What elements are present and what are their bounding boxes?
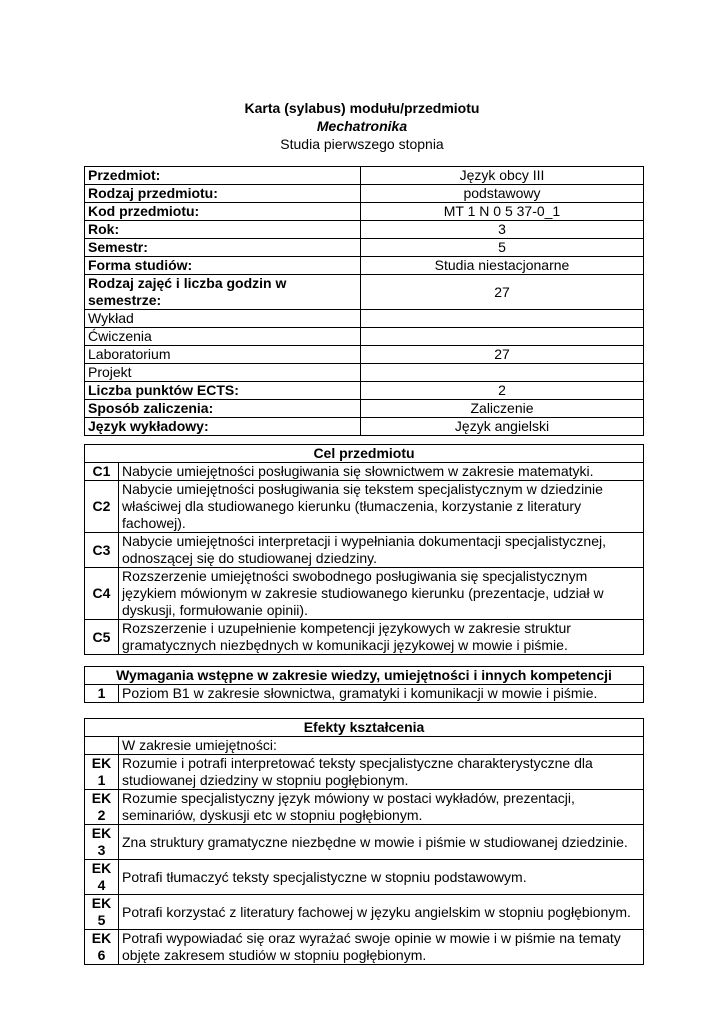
info-label: Przedmiot: — [85, 167, 361, 185]
table-row — [85, 930, 644, 965]
table-row — [85, 568, 644, 620]
info-value: 27 — [361, 346, 644, 364]
row-code: C5 — [85, 620, 119, 655]
row-code: EK 6 — [85, 930, 119, 965]
prerequisites-table — [84, 666, 644, 703]
table-row — [85, 790, 644, 825]
info-label: Projekt — [85, 364, 361, 382]
info-label: Rodzaj przedmiotu: — [85, 185, 361, 203]
info-value — [361, 364, 644, 382]
row-code: C3 — [85, 533, 119, 568]
info-value — [361, 328, 644, 346]
row-code: EK 2 — [85, 790, 119, 825]
info-value: 2 — [361, 382, 644, 400]
info-row — [85, 203, 644, 221]
study-level: Studia pierwszego stopnia — [280, 136, 444, 152]
goals-heading: Cel przedmiotu — [85, 445, 644, 463]
info-label: Laboratorium — [85, 346, 361, 364]
info-row — [85, 310, 644, 328]
row-code: EK 3 — [85, 825, 119, 860]
info-label: Wykład — [85, 310, 361, 328]
info-label: Liczba punktów ECTS: — [85, 382, 361, 400]
table-row — [85, 860, 644, 895]
info-label: Rodzaj zajęć i liczba godzin w semestrze: — [85, 275, 361, 310]
info-label: Rok: — [85, 221, 361, 239]
info-value: Zaliczenie — [361, 400, 644, 418]
info-row — [85, 400, 644, 418]
row-code: 1 — [85, 685, 119, 703]
prerequisites-heading: Wymagania wstępne w zakresie wiedzy, umiejętności i innych kompetencji — [85, 667, 644, 685]
table-row — [85, 620, 644, 655]
table-row — [85, 463, 644, 481]
row-text: Rozszerzenie i uzupełnienie kompetencji językowych w zakresie struktur gramatycznych niezbędnych w komunikacji językowej w mowie i piśmie. — [119, 620, 644, 655]
row-text: Zna struktury gramatyczne niezbędne w mowie i piśmie w studiowanej dziedzinie. — [119, 825, 644, 860]
info-value: podstawowy — [361, 185, 644, 203]
document-header — [0, 99, 724, 153]
row-text: Rozumie i potrafi interpretować teksty specjalistyczne charakterystyczne dla studiowanej dziedziny w stopniu pogłębionym. — [119, 755, 644, 790]
row-code: C1 — [85, 463, 119, 481]
info-row — [85, 167, 644, 185]
course-goals-table — [84, 444, 644, 655]
row-text: Potrafi tłumaczyć teksty specjalistyczne w stopniu podstawowym. — [119, 860, 644, 895]
info-row — [85, 275, 644, 310]
row-code: EK 4 — [85, 860, 119, 895]
table-row — [85, 533, 644, 568]
info-label: Kod przedmiotu: — [85, 203, 361, 221]
info-value — [361, 310, 644, 328]
row-text: Nabycie umiejętności posługiwania się tekstem specjalistycznym w dziedzinie właściwej dla studiowanego kierunku (tłumaczenia, korzystanie z literatury fachowej). — [119, 481, 644, 533]
info-value: Język obcy III — [361, 167, 644, 185]
table-row — [85, 685, 644, 703]
course-info-table — [84, 166, 644, 436]
outcomes-subheading: W zakresie umiejętności: — [119, 737, 644, 755]
info-row — [85, 418, 644, 436]
outcomes-sub-code — [85, 737, 119, 755]
info-label: Sposób zaliczenia: — [85, 400, 361, 418]
info-value: 27 — [361, 275, 644, 310]
info-value: 5 — [361, 239, 644, 257]
table-row — [85, 895, 644, 930]
info-row — [85, 364, 644, 382]
row-text: Potrafi korzystać z literatury fachowej w języku angielskim w stopniu pogłębionym. — [119, 895, 644, 930]
info-row — [85, 185, 644, 203]
row-text: Poziom B1 w zakresie słownictwa, gramatyki i komunikacji w mowie i piśmie. — [119, 685, 644, 703]
info-row — [85, 382, 644, 400]
info-row — [85, 239, 644, 257]
info-row — [85, 221, 644, 239]
row-text: Nabycie umiejętności interpretacji i wypełniania dokumentacji specjalistycznej, odnoszącej się do studiowanej dziedziny. — [119, 533, 644, 568]
info-label: Język wykładowy: — [85, 418, 361, 436]
subject-name: Mechatronika — [316, 118, 408, 134]
row-text: Rozszerzenie umiejętności swobodnego posługiwania się specjalistycznym językiem mówionym w zakresie studiowanego kierunku (prezentacje, udział w dyskusji, formułowanie opinii). — [119, 568, 644, 620]
row-code: C2 — [85, 481, 119, 533]
info-row — [85, 328, 644, 346]
info-value: MT 1 N 0 5 37-0_1 — [361, 203, 644, 221]
row-code: EK 5 — [85, 895, 119, 930]
row-text: Nabycie umiejętności posługiwania się słownictwem w zakresie matematyki. — [119, 463, 644, 481]
info-label: Ćwiczenia — [85, 328, 361, 346]
info-value: Język angielski — [361, 418, 644, 436]
table-row — [85, 481, 644, 533]
row-code: C4 — [85, 568, 119, 620]
info-value: 3 — [361, 221, 644, 239]
info-value: Studia niestacjonarne — [361, 257, 644, 275]
row-text: Potrafi wypowiadać się oraz wyrażać swoje opinie w mowie i w piśmie na tematy objęte zakresem studiów w stopniu pogłębionym. — [119, 930, 644, 965]
info-label: Forma studiów: — [85, 257, 361, 275]
info-row — [85, 257, 644, 275]
info-row — [85, 346, 644, 364]
table-row — [85, 825, 644, 860]
table-row — [85, 755, 644, 790]
document-title: Karta (sylabus) modułu/przedmiotu — [244, 100, 480, 116]
row-text: Rozumie specjalistyczny język mówiony w postaci wykładów, prezentacji, seminariów, dyskusji etc w stopniu pogłębionym. — [119, 790, 644, 825]
learning-outcomes-table — [84, 718, 644, 965]
info-label: Semestr: — [85, 239, 361, 257]
outcomes-heading: Efekty kształcenia — [85, 719, 644, 737]
row-code: EK 1 — [85, 755, 119, 790]
